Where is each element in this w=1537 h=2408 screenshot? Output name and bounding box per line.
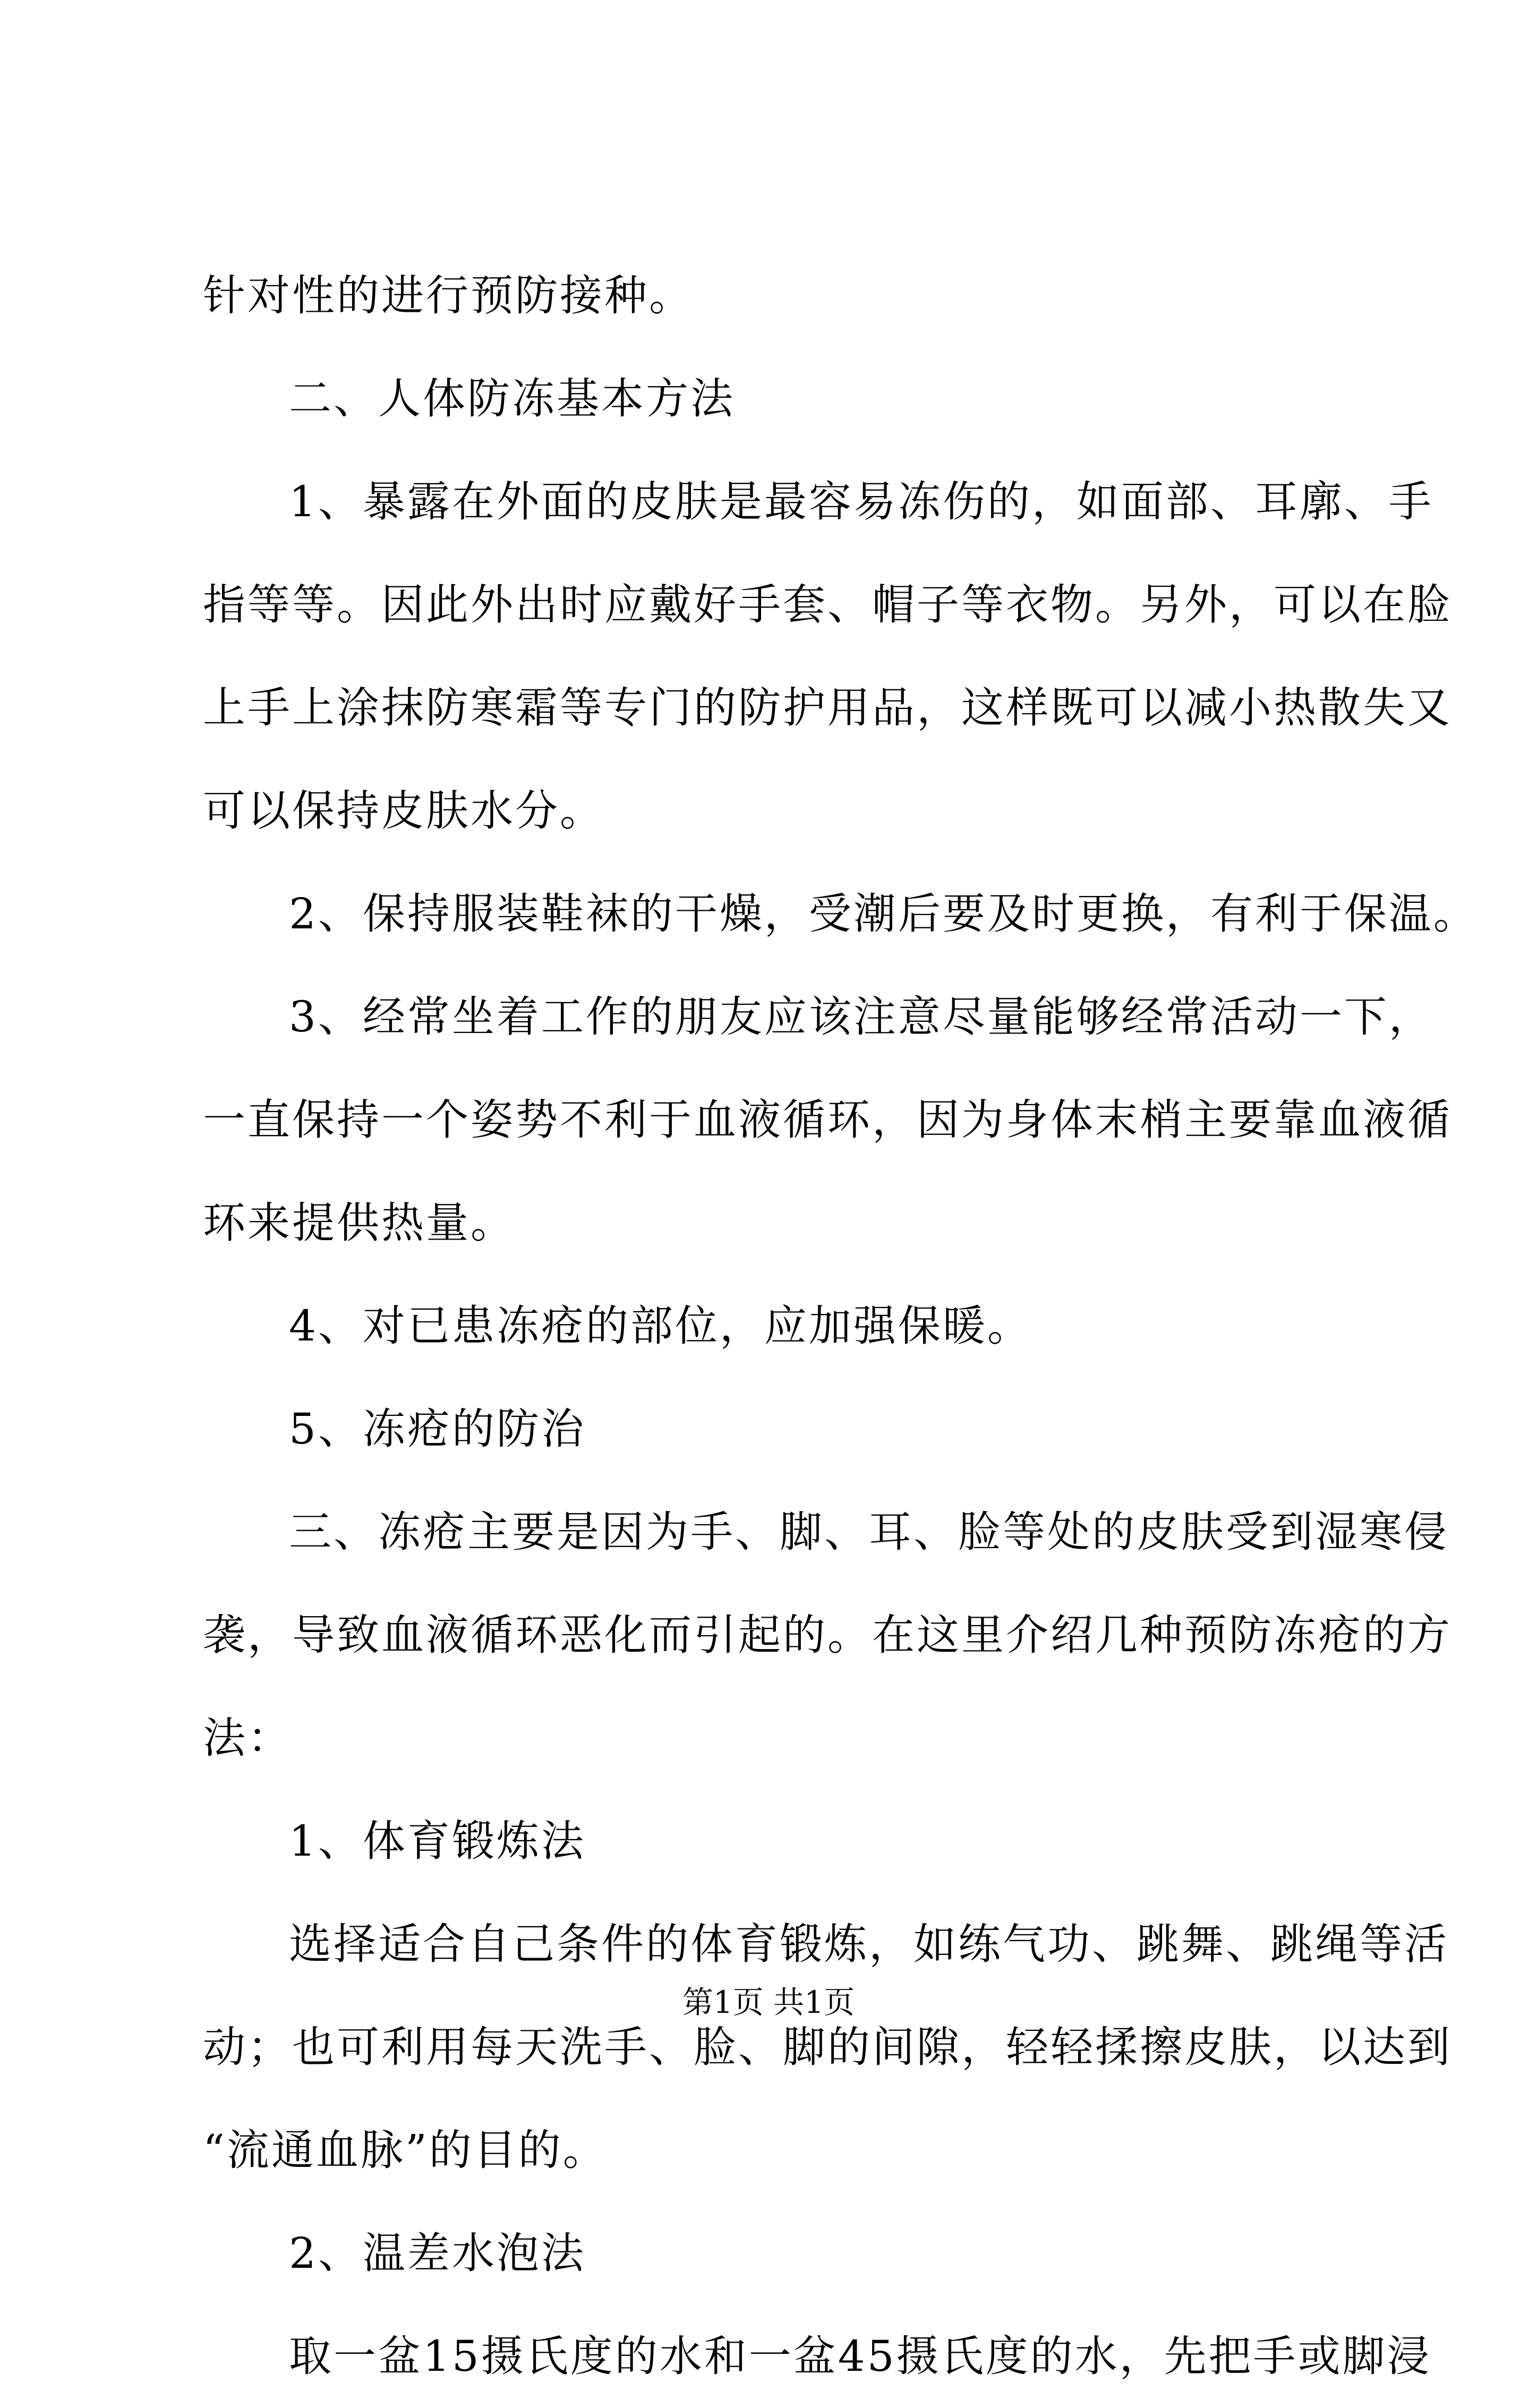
text-line: 上手上涂抹防寒霜等专门的防护用品，这样既可以减小热散失又 <box>203 683 1452 732</box>
text-line: 可以保持皮肤水分。 <box>203 786 604 835</box>
text-line: 三、冻疮主要是因为手、脚、耳、脸等处的皮肤受到湿寒侵 <box>289 1507 1449 1557</box>
text-line: 4、对已患冻疮的部位，应加强保暖。 <box>289 1301 1032 1351</box>
text-line: 袭，导致血液循环恶化而引起的。在这里介绍几种预防冻疮的方 <box>203 1610 1452 1660</box>
text-line: “流通血脉”的目的。 <box>203 2125 608 2175</box>
text-line: 2、保持服装鞋袜的干燥，受潮后要及时更换，有利于保温。 <box>289 889 1478 938</box>
text-line: 3、经常坐着工作的朋友应该注意尽量能够经常活动一下， <box>289 992 1433 1041</box>
text-line: 1、体育锻炼法 <box>289 1816 586 1866</box>
text-line: 环来提供热量。 <box>203 1198 515 1248</box>
text-line: 选择适合自己条件的体育锻炼，如练气功、跳舞、跳绳等活 <box>289 1919 1449 1969</box>
text-line: 5、冻疮的防治 <box>289 1404 586 1454</box>
text-line: 指等等。因此外出时应戴好手套、帽子等衣物。另外，可以在脸 <box>203 580 1452 629</box>
text-line: 一直保持一个姿势不利于血液循环，因为身体末梢主要靠血液循 <box>203 1095 1452 1145</box>
text-line: 1、暴露在外面的皮肤是最容易冻伤的，如面部、耳廓、手 <box>289 477 1433 526</box>
document-body <box>203 244 1478 2408</box>
page-footer: 第1页 共1页 <box>682 1984 855 2020</box>
text-line: 2、温差水泡法 <box>289 2228 586 2278</box>
text-line: 针对性的进行预防接种。 <box>203 271 694 320</box>
text-line: 动；也可利用每天洗手、脸、脚的间隙，轻轻揉擦皮肤，以达到 <box>203 2022 1452 2072</box>
text-line: 二、人体防冻基本方法 <box>289 374 735 423</box>
text-line: 取一盆15摄氏度的水和一盆45摄氏度的水，先把手或脚浸 <box>289 2332 1432 2381</box>
text-line: 法： <box>203 1713 292 1763</box>
